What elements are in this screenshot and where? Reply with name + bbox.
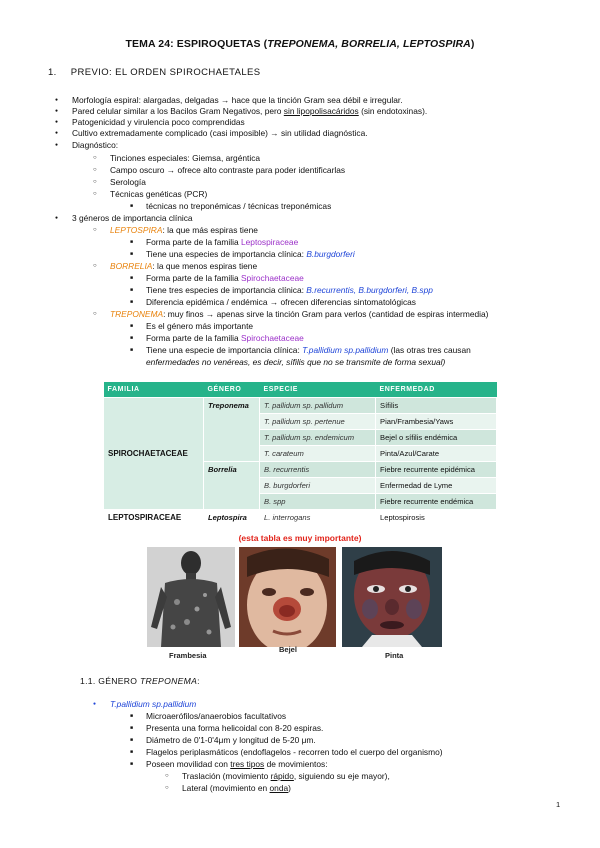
bullet-morfologia: ● Morfología espiral: alargadas, delgadas → hace que la tinción Gram sea débil e irregular. [72, 95, 403, 105]
section-number: 1. [48, 67, 57, 78]
underlined-text: rápido [270, 771, 294, 781]
text: Traslación (movimiento [182, 771, 271, 781]
bor-item-especies [146, 285, 433, 295]
species-name: B.burgdorferi [306, 249, 355, 259]
bejel-photo [239, 547, 336, 647]
bullet-diagnostico: ● Diagnóstico: [72, 140, 118, 150]
text: Forma parte de la familia [146, 237, 241, 247]
lep-item-especies [146, 249, 355, 259]
tp-item-microaerofilos: ■ Microaerófilos/anaerobios facultativos [146, 711, 286, 721]
diag-item-serologia: ○ Serología [110, 177, 146, 187]
header-enfermedad: ENFERMEDAD [376, 382, 497, 398]
pinta-photo [342, 547, 442, 647]
family-name: Spirochaetaceae [240, 273, 304, 283]
species-cell: T. pallidum sp. pallidum [260, 398, 376, 414]
text: : [197, 676, 200, 686]
tp-item-movilidad [146, 759, 328, 769]
text: Pared celular similar a los Bacilos Gram Negativos, pero [72, 106, 284, 116]
text: : muy finos → apenas sirve la tinción Gram para verlos (cantidad de espiras intermedia) [163, 309, 489, 319]
species-cell: B. recurrentis [260, 462, 376, 478]
section-heading-1 [48, 67, 261, 78]
text: Poseen movilidad con [146, 759, 231, 769]
tre-item-especie [146, 345, 471, 355]
table-note: (esta tabla es muy importante) [238, 533, 362, 543]
tp-item-forma: ■ Presenta una forma helicoidal con 8-20 espiras. [146, 723, 323, 733]
disease-cell: Fiebre recurrente endémica [376, 494, 497, 510]
frambesia-photo [147, 547, 235, 647]
tp-item-diametro: ■ Diámetro de 0'1-0'4μm y longitud de 5-20 μm. [146, 735, 316, 745]
underlined-text: sin lipopolisacáridos [283, 106, 359, 116]
text: (las otras tres causan [388, 345, 471, 355]
text: Tiene tres especies de importancia clínica: [146, 285, 307, 295]
underlined-text: tres tipos [230, 759, 265, 769]
species-name: T.pallidium sp.pallidium [302, 345, 389, 355]
genus-name: BORRELIA [110, 261, 153, 271]
bor-item-familia [146, 273, 304, 283]
genus-name: TREPONEMA [110, 309, 164, 319]
text: Tiene una especies de importancia clínica: [146, 249, 307, 259]
diag-item-tinciones: ○ Tinciones especiales: Giemsa, argéntica [110, 153, 260, 163]
frambesia-label: Frambesia [169, 651, 207, 660]
family-name: Spirochaetaceae [240, 333, 304, 343]
genus-name: LEPTOSPIRA [110, 225, 163, 235]
genus-name: TREPONEMA [139, 676, 198, 686]
text: : la que más espiras tiene [162, 225, 258, 235]
family-name: Leptospiraceae [240, 237, 299, 247]
espiroquetas-table [103, 382, 497, 526]
table-row [104, 398, 497, 414]
tp-species-heading [110, 699, 196, 709]
bullet-cultivo: ● Cultivo extremadamente complicado (casi imposible) → sin utilidad diagnóstica. [72, 128, 368, 138]
disease-cell: Fiebre recurrente epidémica [376, 462, 497, 478]
text: (sin endotoxinas). [358, 106, 428, 116]
species-cell: B. spp [260, 494, 376, 510]
family-leptospiraceae: LEPTOSPIRACEAE [104, 510, 204, 526]
genus-leptospira-cell: Leptospira [204, 510, 260, 526]
genus-borrelia [110, 261, 257, 271]
family-spirochaetaceae: SPIROCHAETACEAE [104, 398, 204, 510]
disease-cell: Bejel o sífilis endémica [376, 430, 497, 446]
disease-cell: Sífilis [376, 398, 497, 414]
genus-borrelia-cell: Borrelia [204, 462, 260, 510]
bejel-label: Bejel [279, 645, 297, 654]
species-cell: T. pallidum sp. pertenue [260, 414, 376, 430]
text: Forma parte de la familia [146, 333, 241, 343]
species-cell: T. carateum [260, 446, 376, 462]
title-genera: TREPONEMA, BORRELIA, LEPTOSPIRA [267, 38, 471, 50]
species-name: B.recurrentis, B.burgdorferi, B.spp [306, 285, 433, 295]
text: , siguiendo su eje mayor), [293, 771, 390, 781]
bor-item-diferencia: ■ Diferencia epidémica / endémica → ofrecen diferencias sintomatológicas [146, 297, 416, 307]
diag-subitem-tecnicas: ■ técnicas no treponémicas / técnicas treponémicas [146, 201, 331, 211]
text: 1.1. GÉNERO [80, 676, 140, 686]
text: Forma parte de la familia [146, 273, 241, 283]
species-cell: L. interrogans [260, 510, 376, 526]
section-heading-1-1 [80, 676, 200, 686]
mov-item-traslacion [182, 771, 390, 781]
title-prefix: TEMA 24: ESPIROQUETAS ( [125, 38, 268, 50]
underlined-text: onda [269, 783, 289, 793]
table-header-row [104, 382, 497, 398]
lep-item-familia [146, 237, 298, 247]
species-cell: B. burgdorferi [260, 478, 376, 494]
tre-item-importante: ■ Es el género más importante [146, 321, 253, 331]
text: de movimientos: [264, 759, 328, 769]
species-cell: T. pallidum sp. endemicum [260, 430, 376, 446]
table-row [104, 510, 497, 526]
tre-item-familia [146, 333, 304, 343]
section-label: PREVIO: EL ORDEN SPIROCHAETALES [70, 67, 261, 78]
diag-item-geneticas: ○ Técnicas genéticas (PCR) [110, 189, 207, 199]
species-name: T.pallidium sp.pallidium [110, 699, 197, 709]
text: : la que menos espiras tiene [152, 261, 258, 271]
bullet-pared [72, 106, 427, 116]
genus-treponema [110, 309, 488, 319]
text: Lateral (movimiento en [182, 783, 270, 793]
header-especie: ESPECIE [260, 382, 376, 398]
title-suffix: ) [470, 38, 475, 50]
bullet-patogenicidad: ● Patogenicidad y virulencia poco comprendidas [72, 117, 245, 127]
disease-cell: Pian/Frambesia/Yaws [376, 414, 497, 430]
header-familia: FAMILIA [104, 382, 204, 398]
page-number: 1 [556, 800, 561, 809]
disease-cell: Pinta/Azul/Carate [376, 446, 497, 462]
mov-item-lateral [182, 783, 291, 793]
tre-item-especie-cont: enfermedades no venéreas, es decir, sífilis que no se transmite de forma sexual) [146, 357, 446, 367]
header-genero: GÉNERO [204, 382, 260, 398]
tp-item-flagelos: ■ Flagelos periplasmáticos (endoflagelos - recorren todo el cuerpo del organismo) [146, 747, 443, 757]
disease-cell: Enfermedad de Lyme [376, 478, 497, 494]
text: ) [288, 783, 291, 793]
genus-leptospira [110, 225, 258, 235]
diag-item-campo-oscuro: ○ Campo oscuro → ofrece alto contraste para poder identificarlas [110, 165, 345, 175]
text: Tiene una especie de importancia clínica: [146, 345, 303, 355]
disease-cell: Leptospirosis [376, 510, 497, 526]
page-title [0, 38, 600, 50]
pinta-label: Pinta [385, 651, 404, 660]
bullet-generos: ● 3 géneros de importancia clínica [72, 213, 193, 223]
genus-treponema-cell: Treponema [204, 398, 260, 462]
